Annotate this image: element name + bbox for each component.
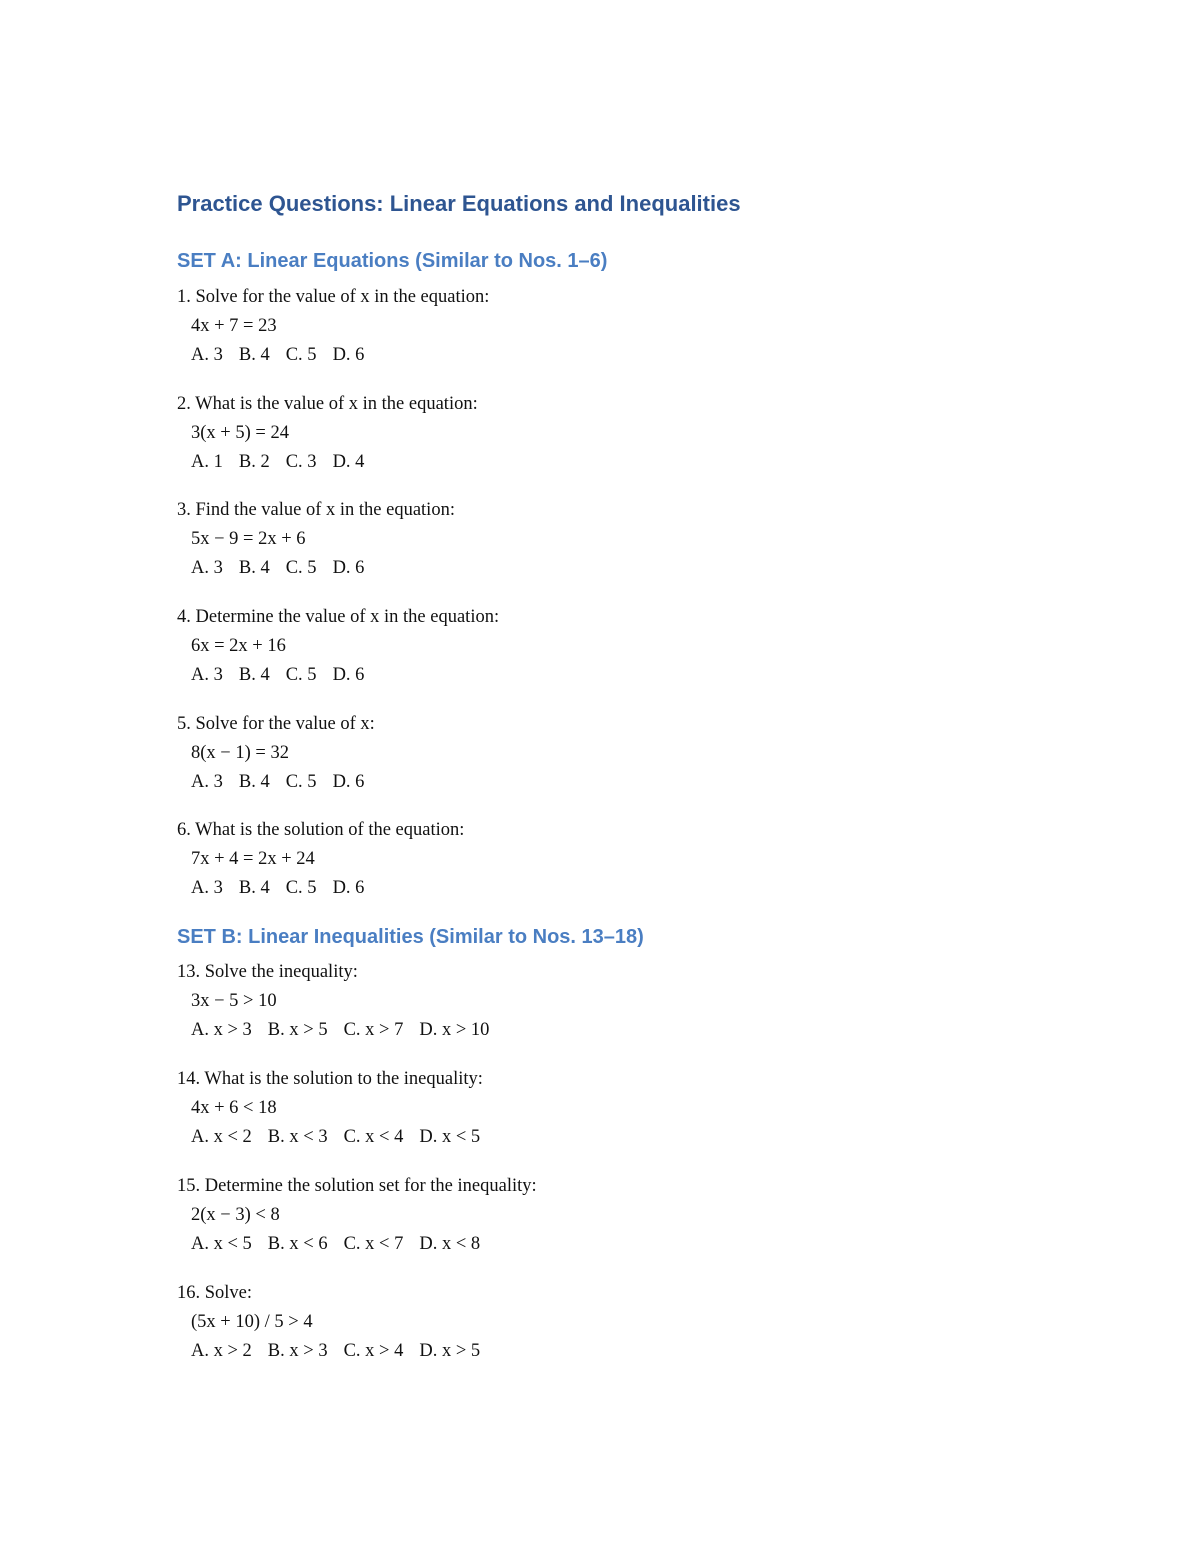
set-b-heading: SET B: Linear Inequalities (Similar to Nos. 13–18) xyxy=(177,926,644,948)
question-expression: 4x + 6 < 18 xyxy=(191,1098,277,1118)
choice-b: B. x < 3 xyxy=(267,1127,328,1147)
page-title: Practice Questions: Linear Equations and Inequalities xyxy=(177,191,741,216)
question-expression: 7x + 4 = 2x + 24 xyxy=(191,849,315,869)
question-3 xyxy=(177,496,1077,583)
question-4 xyxy=(177,603,1077,690)
answer-choices xyxy=(177,661,1077,690)
answer-choices xyxy=(177,341,1077,370)
choice-c: C. 5 xyxy=(285,665,317,685)
question-prompt: 3. Find the value of x in the equation: xyxy=(177,500,455,520)
answer-choices xyxy=(177,768,1077,797)
choice-b: B. 2 xyxy=(238,452,270,472)
question-prompt: 15. Determine the solution set for the inequality: xyxy=(177,1176,537,1196)
choice-a: A. 3 xyxy=(191,345,223,365)
question-16 xyxy=(177,1279,1077,1366)
question-prompt: 2. What is the value of x in the equation: xyxy=(177,394,478,414)
question-expression: 3x − 5 > 10 xyxy=(191,991,277,1011)
choice-b: B. x > 3 xyxy=(267,1341,328,1361)
question-prompt: 14. What is the solution to the inequality: xyxy=(177,1069,483,1089)
question-prompt: 4. Determine the value of x in the equation: xyxy=(177,607,500,627)
choice-c: C. x < 4 xyxy=(343,1127,404,1147)
choice-c: C. 5 xyxy=(285,878,317,898)
choice-d: D. 6 xyxy=(332,665,365,685)
choice-b: B. 4 xyxy=(238,345,270,365)
choice-a: A. x > 2 xyxy=(191,1341,252,1361)
choice-b: B. x > 5 xyxy=(267,1020,328,1040)
choice-c: C. 5 xyxy=(285,558,317,578)
answer-choices xyxy=(177,874,1077,903)
choice-c: C. x > 7 xyxy=(343,1020,404,1040)
choice-d: D. 6 xyxy=(332,345,365,365)
choice-b: B. 4 xyxy=(238,878,270,898)
choice-a: A. x < 2 xyxy=(191,1127,252,1147)
choice-a: A. 3 xyxy=(191,665,223,685)
choice-d: D. x < 8 xyxy=(419,1234,481,1254)
choice-d: D. 6 xyxy=(332,558,365,578)
choice-a: A. 1 xyxy=(191,452,223,472)
set-a-heading: SET A: Linear Equations (Similar to Nos. 1–6) xyxy=(177,250,608,272)
answer-choices xyxy=(177,448,1077,477)
choice-b: B. 4 xyxy=(238,558,270,578)
choice-b: B. x < 6 xyxy=(267,1234,328,1254)
question-13 xyxy=(177,958,1077,1045)
choice-a: A. 3 xyxy=(191,558,223,578)
choice-d: D. 4 xyxy=(332,452,365,472)
question-expression: 2(x − 3) < 8 xyxy=(191,1205,280,1225)
choice-a: A. x < 5 xyxy=(191,1234,252,1254)
choice-a: A. x > 3 xyxy=(191,1020,252,1040)
question-6 xyxy=(177,816,1077,903)
choice-c: C. 5 xyxy=(285,772,317,792)
question-expression: (5x + 10) / 5 > 4 xyxy=(191,1312,313,1332)
question-expression: 6x = 2x + 16 xyxy=(191,636,286,656)
choice-d: D. 6 xyxy=(332,772,365,792)
question-expression: 8(x − 1) = 32 xyxy=(191,743,289,763)
question-prompt: 6. What is the solution of the equation: xyxy=(177,820,465,840)
choice-b: B. 4 xyxy=(238,772,270,792)
choice-c: C. x < 7 xyxy=(343,1234,404,1254)
question-prompt: 13. Solve the inequality: xyxy=(177,962,358,982)
choice-d: D. x > 10 xyxy=(419,1020,490,1040)
answer-choices xyxy=(177,1123,1077,1152)
choice-a: A. 3 xyxy=(191,878,223,898)
question-expression: 5x − 9 = 2x + 6 xyxy=(191,529,306,549)
question-15 xyxy=(177,1172,1077,1259)
choice-c: C. 3 xyxy=(285,452,317,472)
choice-c: C. x > 4 xyxy=(343,1341,404,1361)
question-1 xyxy=(177,283,1077,370)
choice-d: D. 6 xyxy=(332,878,365,898)
question-2 xyxy=(177,390,1077,477)
choice-a: A. 3 xyxy=(191,772,223,792)
answer-choices xyxy=(177,554,1077,583)
question-prompt: 5. Solve for the value of x: xyxy=(177,714,375,734)
question-expression: 3(x + 5) = 24 xyxy=(191,423,289,443)
question-prompt: 16. Solve: xyxy=(177,1283,253,1303)
answer-choices xyxy=(177,1016,1077,1045)
question-expression: 4x + 7 = 23 xyxy=(191,316,277,336)
question-5 xyxy=(177,710,1077,797)
question-14 xyxy=(177,1065,1077,1152)
choice-d: D. x < 5 xyxy=(419,1127,481,1147)
answer-choices xyxy=(177,1230,1077,1259)
choice-b: B. 4 xyxy=(238,665,270,685)
choice-c: C. 5 xyxy=(285,345,317,365)
answer-choices xyxy=(177,1337,1077,1366)
question-prompt: 1. Solve for the value of x in the equation: xyxy=(177,287,490,307)
choice-d: D. x > 5 xyxy=(419,1341,481,1361)
